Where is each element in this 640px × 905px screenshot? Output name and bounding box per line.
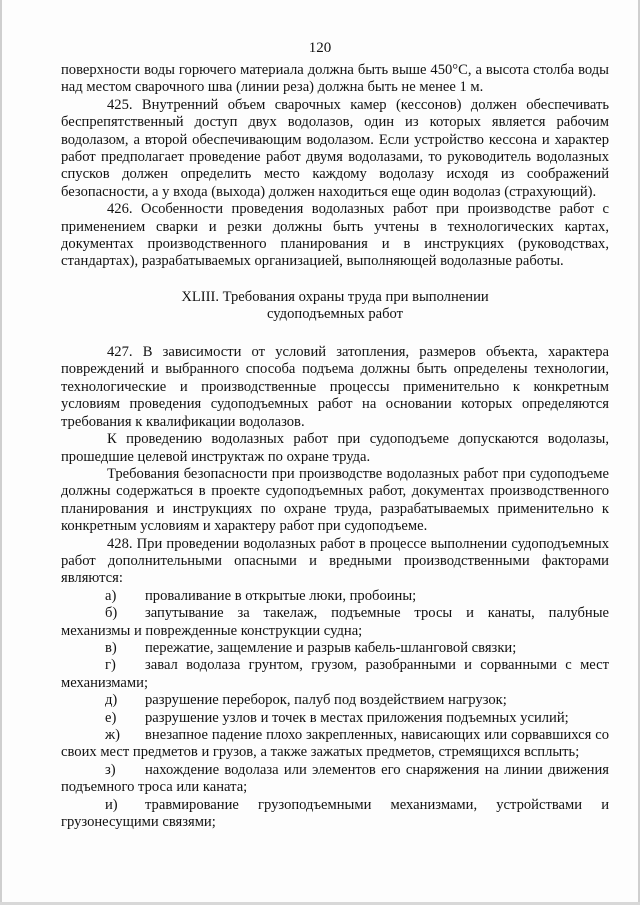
hazard-list — [61, 588, 609, 832]
list-item-letter: и) — [105, 796, 118, 813]
list-item — [61, 588, 609, 605]
section-heading-line2: судоподъемных работ — [267, 306, 403, 323]
list-item — [61, 640, 609, 657]
list-item — [61, 727, 609, 762]
section-heading-line1: XLIII. Требования охраны труда при выполнении — [181, 288, 489, 305]
section-heading — [61, 289, 609, 324]
list-item-letter: д) — [105, 692, 118, 709]
list-item-text: нахождение водолаза или элементов его снаряжения на линии движения подъемного троса или каната; — [61, 761, 609, 796]
list-item — [61, 710, 609, 727]
paragraph-425: 425. Внутренний объем сварочных камер (кессонов) должен обеспечивать беспрепятственный доступ двух водолазов, один из которых является рабочим водолазом, а второй обеспечивающим водолазом. Если устройство кессона и характер работ предполагает проведение работ двумя водолазами, то руководитель водолазных спусков должен определить место каждому водолазу исходя из соображений безопасности, а у входа (выхода) должен находиться еще один водолаз (страхующий). — [61, 96, 609, 200]
paragraph-427: 427. В зависимости от условий затопления, размеров объекта, характера повреждений и выбранного способа подъема должны быть определены технологии, технологические и производственные процессы применительно к конкретным условиям проведения судоподъемных работ на основании которых определяются требования к квалификации водолазов. — [61, 344, 609, 430]
list-item-letter: б) — [105, 605, 118, 622]
page-number: 120 — [308, 40, 332, 56]
list-item-letter: в) — [105, 639, 117, 656]
scan-left-edge — [0, 0, 2, 905]
list-item-text: завал водолаза грунтом, грузом, разобранными и сорванными с мест механизмами; — [61, 657, 609, 691]
list-item-text: пережатие, защемление и разрыв кабель-шланговой связки; — [145, 639, 517, 656]
list-item-text: проваливание в открытые люки, пробоины; — [145, 587, 417, 604]
paragraph-continuation: поверхности воды горючего материала должна быть выше 450°С, а высота столба воды над местом сварочного шва (линии реза) должна быть не менее 1 м. — [61, 62, 609, 96]
paragraph-427-requirements: Требования безопасности при производстве водолазных работ при судоподъеме должны содержаться в проекте судоподъемных работ, документах производственного планирования и инструкциях по охране труда, разрабатываемых применительно к конкретным условиям и характеру работ при судоподъеме. — [61, 465, 609, 535]
list-item — [61, 692, 609, 709]
paragraph-426: 426. Особенности проведения водолазных работ при производстве работ с применением сварки и резки должны быть учтены в технологических картах, документах производственного планирования и в инструкциях (руководствах, стандартах), разрабатываемых организацией, выполняющей водолазные работы. — [61, 201, 609, 270]
paragraph-428: 428. При проведении водолазных работ в процессе выполнении судоподъемных работ дополнительными опасными и вредными производственными факторами являются: — [61, 535, 609, 587]
list-item-text: разрушение переборок, палуб под воздействием нагрузок; — [145, 692, 507, 709]
list-item-text: травмирование грузоподъемными механизмами, устройствами и грузонесущими связями; — [61, 796, 609, 831]
list-item-letter: з) — [105, 761, 116, 778]
list-item — [61, 605, 609, 640]
list-item — [61, 797, 609, 832]
list-item-text: разрушение узлов и точек в местах приложения подъемных усилий; — [145, 709, 569, 726]
list-item — [61, 762, 609, 797]
list-item-letter: е) — [105, 709, 117, 726]
list-item — [61, 657, 609, 692]
paragraph-427-admission: К проведению водолазных работ при судоподъеме допускаются водолазы, прошедшие целевой инструктаж по охране труда. — [61, 431, 609, 465]
list-item-letter: ж) — [105, 727, 120, 743]
list-item-letter: г) — [105, 657, 116, 674]
document-body — [61, 62, 609, 831]
list-item-letter: а) — [105, 587, 117, 604]
list-item-text: внезапное падение плохо закрепленных, нависающих или сорвавшихся со своих мест предметов и грузов, а также зажатых предметов, стремящихся всплыть; — [61, 727, 609, 761]
list-item-text: запутывание за такелаж, подъемные тросы и канаты, палубные механизмы и поврежденные конструкции судна; — [61, 605, 609, 639]
